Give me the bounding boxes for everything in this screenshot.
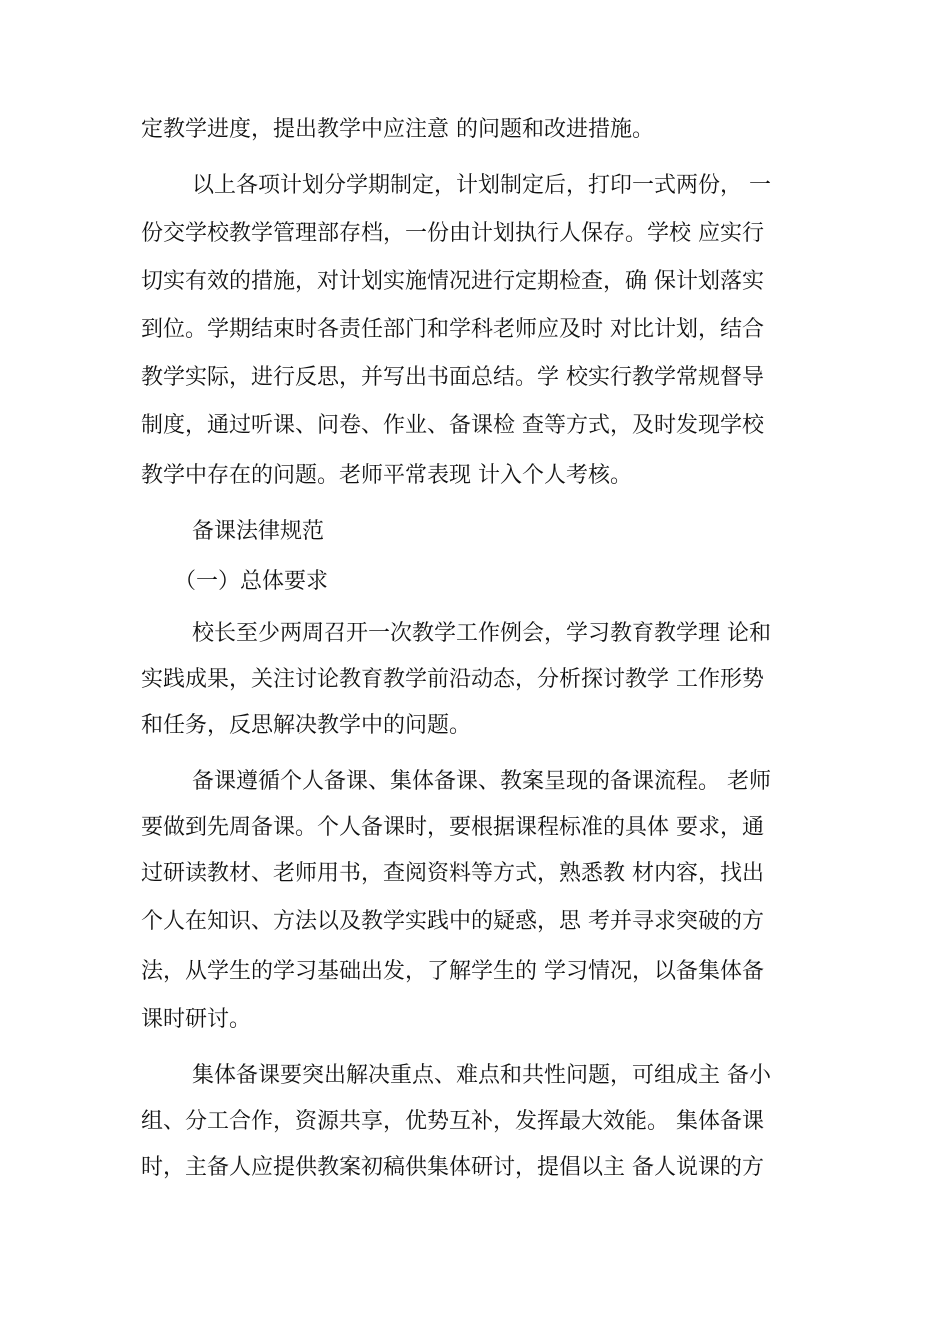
- heading-text: 备课法律规范: [192, 519, 325, 544]
- line-text: 以上各项计划分学期制定，计划制定后，打印一式两份， 一: [192, 173, 771, 198]
- line-text: 课时研讨。: [141, 1007, 252, 1032]
- line-text: 切实有效的措施，对计划实施情况进行定期检查，确 保计划落实: [141, 269, 764, 294]
- line-text: 制度，通过听课、问卷、作业、备课检 查等方式，及时发现学校: [141, 413, 764, 438]
- line-text: 定教学进度，提出教学中应注意 的问题和改进措施。: [141, 117, 654, 142]
- line-text: 到位。学期结束时各责任部门和学科老师应及时 对比计划，结合: [141, 317, 764, 342]
- line-text: 份交学校教学管理部存档，一份由计划执行人保存。学校 应实行: [141, 221, 764, 246]
- line-text: 过研读教材、老师用书，查阅资料等方式，熟悉教 材内容，找出: [141, 861, 764, 886]
- heading-text: （一）总体要求: [174, 569, 329, 594]
- line-text: 备课遵循个人备课、集体备课、教案呈现的备课流程。 老师: [192, 769, 771, 794]
- line-text: 组、分工合作，资源共享，优势互补，发挥最大效能。 集体备课: [141, 1109, 764, 1134]
- line-text: 法，从学生的学习基础出发，了解学生的 学习情况，以备集体备: [141, 959, 764, 984]
- line-text: 要做到先周备课。个人备课时，要根据课程标准的具体 要求，通: [141, 815, 764, 840]
- line-text: 个人在知识、方法以及教学实践中的疑惑，思 考并寻求突破的方: [141, 909, 764, 934]
- line-text: 校长至少两周召开一次教学工作例会，学习教育教学理 论和: [192, 621, 771, 646]
- line-text: 实践成果，关注讨论教育教学前沿动态，分析探讨教学 工作形势: [141, 667, 764, 692]
- line-text: 教学实际，进行反思，并写出书面总结。学 校实行教学常规督导: [141, 365, 764, 390]
- line-text: 集体备课要突出解决重点、难点和共性问题，可组成主 备小: [192, 1063, 771, 1088]
- line-text: 和任务，反思解决教学中的问题。: [141, 713, 472, 738]
- line-text: 时，主备人应提供教案初稿供集体研讨，提倡以主 备人说课的方: [141, 1155, 764, 1180]
- line-text: 教学中存在的问题。老师平常表现 计入个人考核。: [141, 463, 632, 488]
